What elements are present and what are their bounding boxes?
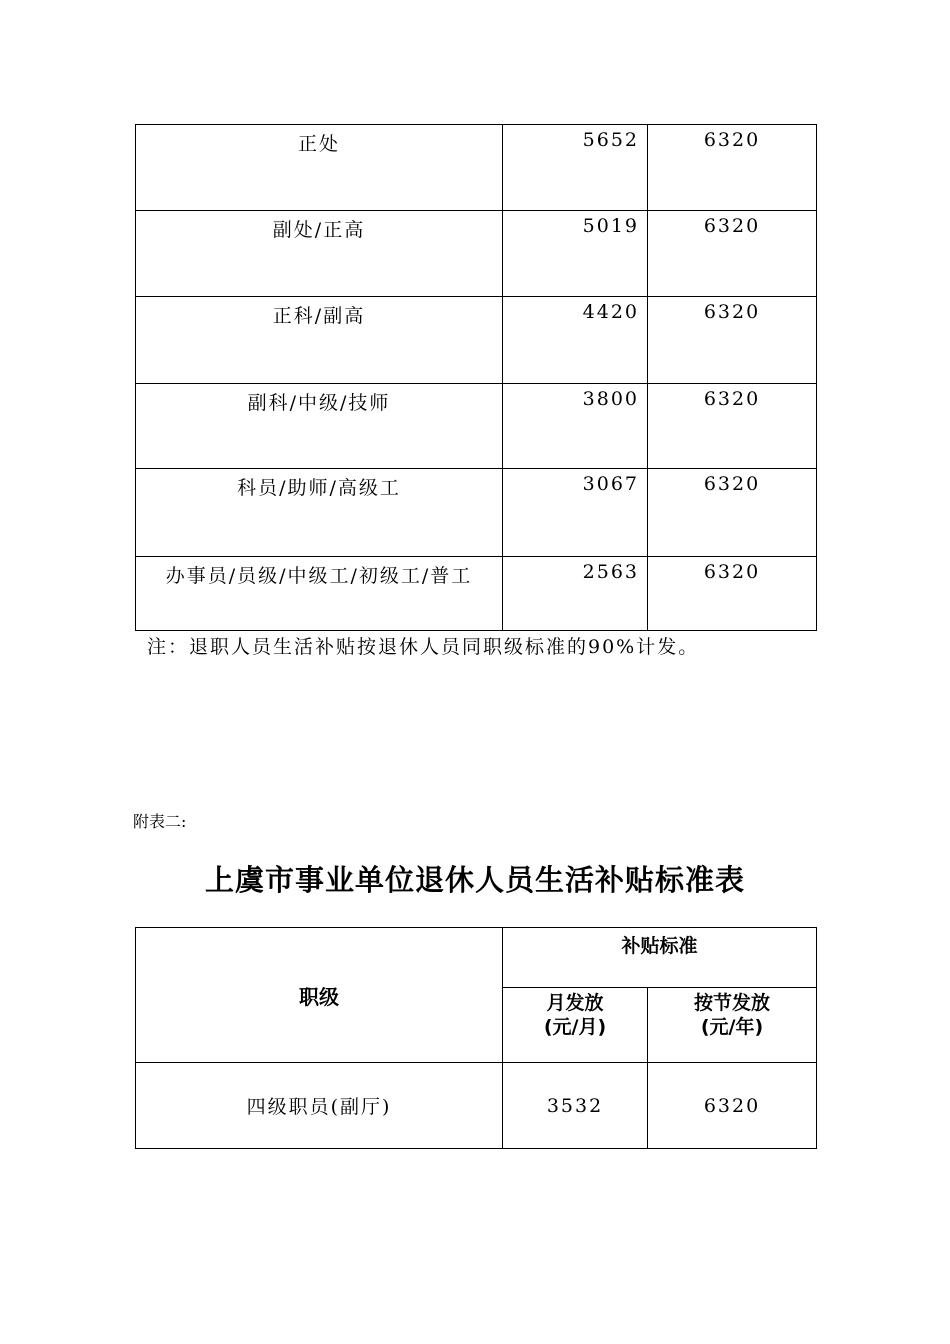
- monthly-header: [503, 988, 648, 1063]
- rank-cell: 办事员/员级/中级工/初级工/普工: [136, 557, 503, 631]
- festival-cell: 6320: [648, 1063, 817, 1149]
- subsidy-header: 补贴标准: [503, 928, 817, 988]
- page-title: 上虞市事业单位退休人员生活补贴标准表: [204, 863, 745, 897]
- festival-cell: 6320: [648, 125, 817, 211]
- table-row: [136, 125, 817, 211]
- retiree-subsidy-table: [135, 927, 817, 1149]
- festival-cell: 6320: [648, 557, 817, 631]
- table-row: [136, 1063, 817, 1149]
- appendix-label: 附表二:: [133, 812, 187, 831]
- rank-cell: 副科/中级/技师: [136, 384, 503, 469]
- subsidy-table-continued: [135, 124, 817, 631]
- header-row: [136, 928, 817, 988]
- monthly-cell: 2563: [503, 557, 648, 631]
- monthly-cell: 3532: [503, 1063, 648, 1149]
- festival-cell: 6320: [648, 297, 817, 384]
- table-row: [136, 211, 817, 297]
- festival-header: [648, 988, 817, 1063]
- rank-cell: 四级职员(副厅): [136, 1063, 503, 1149]
- festival-header-line1: 按节发放: [694, 992, 771, 1014]
- table-note: 注：退职人员生活补贴按退休人员同职级标准的90%计发。: [147, 636, 700, 658]
- rank-cell: 正科/副高: [136, 297, 503, 384]
- monthly-header-line1: 月发放: [546, 992, 604, 1014]
- rank-cell: 科员/助师/高级工: [136, 469, 503, 557]
- table-row: [136, 384, 817, 469]
- festival-cell: 6320: [648, 469, 817, 557]
- rank-cell: 副处/正高: [136, 211, 503, 297]
- rank-header: 职级: [136, 928, 503, 1063]
- monthly-cell: 3800: [503, 384, 648, 469]
- festival-cell: 6320: [648, 211, 817, 297]
- monthly-cell: 5019: [503, 211, 648, 297]
- monthly-cell: 5652: [503, 125, 648, 211]
- table-row: [136, 297, 817, 384]
- monthly-cell: 4420: [503, 297, 648, 384]
- festival-cell: 6320: [648, 384, 817, 469]
- monthly-header-line2: (元/月): [543, 1016, 607, 1038]
- festival-header-line2: (元/年): [700, 1016, 764, 1038]
- table-row: [136, 557, 817, 631]
- table-row: [136, 469, 817, 557]
- monthly-cell: 3067: [503, 469, 648, 557]
- rank-cell: 正处: [136, 125, 503, 211]
